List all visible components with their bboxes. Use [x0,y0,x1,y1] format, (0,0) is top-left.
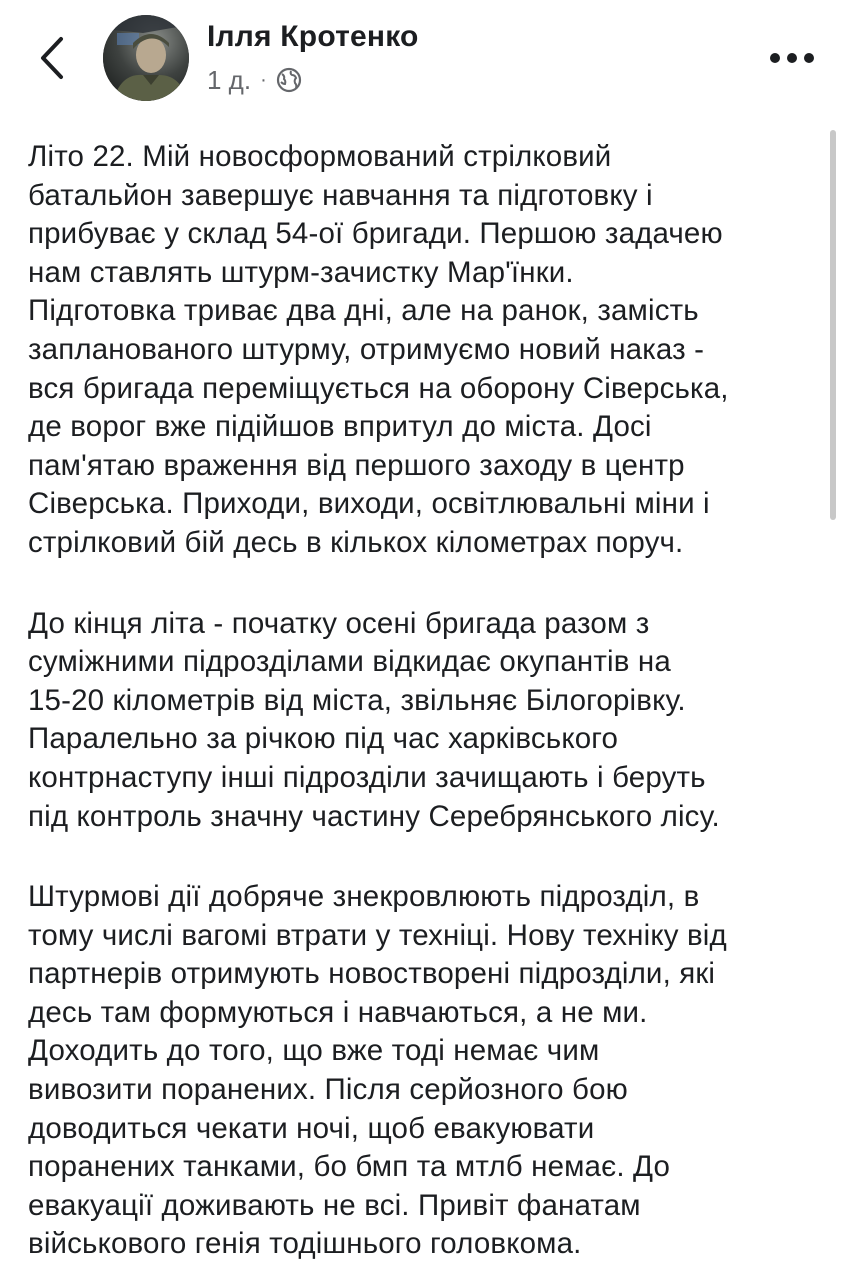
meta-separator: · [260,68,267,91]
post-text-line: Доходить до того, що вже тоді немає чим [28,1034,600,1068]
post-text-line: вивозити поранених. Після серйозного бою [28,1073,628,1107]
post-text-line: під контроль значну частину Серебрянського лісу. [28,799,720,833]
post-text-line: суміжними підрозділами відкидає окупантів на [28,645,671,679]
post-text-line: партнерів отримують новостворені підрозділи, які [28,957,716,991]
post-meta [207,64,302,96]
post-paragraph [28,605,823,837]
post-text-line: тому числі вагомі втрати у техніці. Нову техніку від [28,918,727,952]
avatar-photo [103,15,189,101]
post-header [0,0,843,110]
post-text-line: вся бригада переміщується на оборону Сіверська, [28,371,729,405]
post-paragraph [28,138,823,563]
post-text-line: Підготовка триває два дні, але на ранок, замість [28,294,699,328]
post-text-line: евакуації доживають не всі. Привіт фанатам [28,1188,641,1222]
post-body [28,138,823,1280]
post-text-line: Штурмові дії добряче знекровлюють підрозділ, в [28,880,700,914]
post-text-line: де ворог вже підійшов впритул до міста. Досі [28,410,652,444]
post-text-line: нам ставлять штурм-зачистку Мар'їнки. [28,255,574,289]
post-text-line: батальйон завершує навчання та підготовку і [28,178,653,212]
author-name[interactable]: Ілля Кротенко [207,20,419,53]
post-text-line: До кінця літа - початку осені бригада разом з [28,606,650,640]
post-text-line: прибуває у склад 54-ої бригади. Першою задачею [28,217,723,251]
scrollbar[interactable] [830,130,836,520]
avatar[interactable] [103,15,189,101]
more-horizontal-icon [766,51,818,65]
post-text-line: поранених танками, бо бмп та мтлб немає. До [28,1150,671,1184]
more-options-button[interactable] [766,38,818,78]
post-timestamp[interactable]: 1 д. [207,64,252,95]
post-text-line: десь там формуються і навчаються, а не ми. [28,995,648,1029]
post-text-line: Паралельно за річкою під час харківського [28,722,619,756]
post-text-line: стрілковий бій десь в кількох кілометрах поруч. [28,525,684,559]
chevron-left-icon [39,36,65,80]
post-text-line: військового генія тодішнього головкома. [28,1227,582,1261]
post-text-line: Сіверська. Приходи, виходи, освітлювальні міни і [28,487,710,521]
post-paragraph [28,878,823,1264]
post-text-line: доводиться чекати ночі, щоб евакуювати [28,1111,595,1145]
post-text-line: Літо 22. Мій новосформований стрілковий [28,140,612,173]
post-text-line: контрнаступу інші підрозділи зачищають і беруть [28,760,706,794]
post-text-line: пам'ятаю враження від першого заходу в центр [28,448,685,482]
globe-icon [276,67,302,93]
post-text-line: запланованого штурму, отримуємо новий наказ - [28,332,705,366]
back-button[interactable] [30,30,74,86]
post-text-line: 15-20 кілометрів від міста, звільняє Білогорівку. [28,683,686,717]
